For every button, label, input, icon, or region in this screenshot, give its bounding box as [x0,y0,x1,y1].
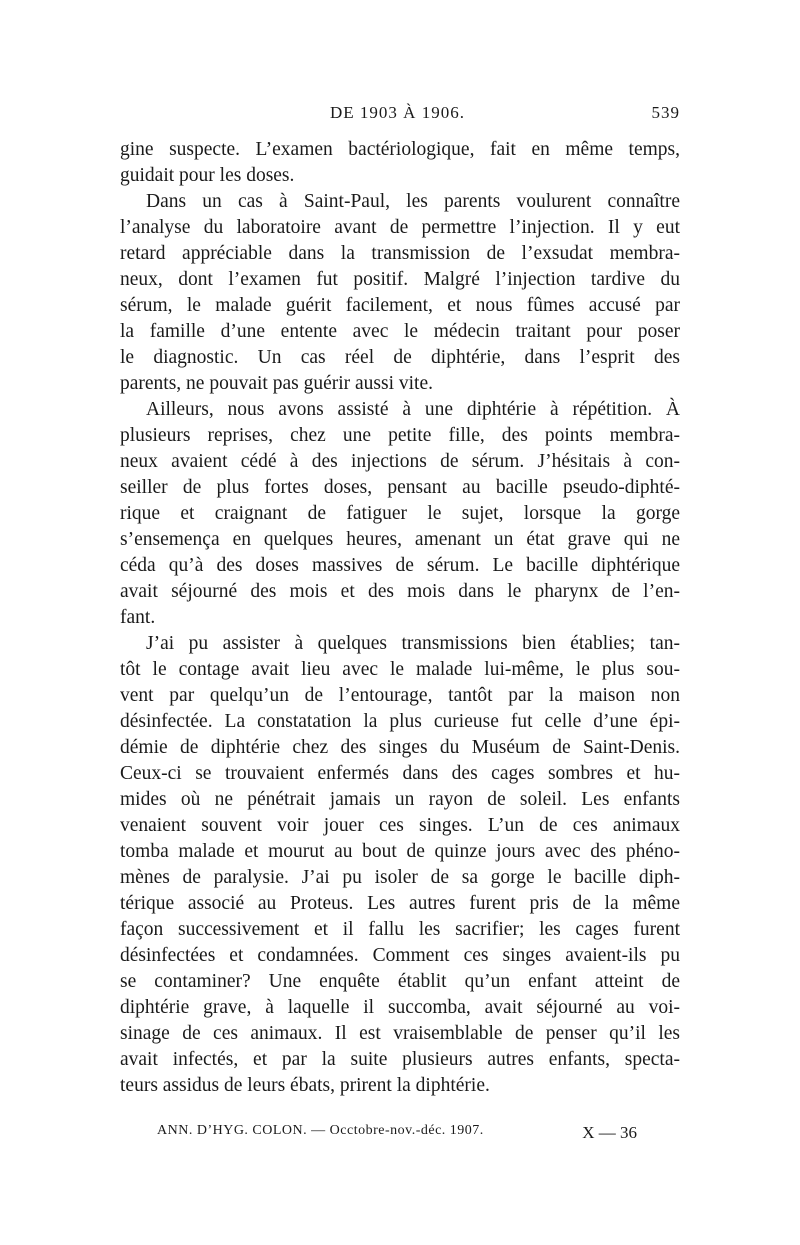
text-line: désinfectées et condamnées. Comment ces singes avaient-ils pu [120,945,680,966]
running-title: DE 1903 À 1906. [330,103,465,122]
text-line: s’ensemença en quelques heures, amenant un état grave qui ne [120,529,680,550]
text-line: seiller de plus fortes doses, pensant au bacille pseudo-diphté- [120,477,680,498]
text-line: sinage de ces animaux. Il est vraisemblable de penser qu’il les [120,1023,680,1044]
text-line: parents, ne pouvait pas guérir aussi vite. [120,373,433,394]
page-footer [157,1123,637,1147]
text-line: tomba malade et mourut au bout de quinze jours avec des phéno- [120,841,680,862]
signature-mark: X — 36 [582,1123,637,1142]
text-line: l’analyse du laboratoire avant de permettre l’injection. Il y eut [120,217,680,238]
text-line: gine suspecte. L’examen bactériologique, fait en même temps, [120,139,680,160]
body-text [120,137,680,1099]
text-line: Dans un cas à Saint-Paul, les parents voulurent connaître [146,191,680,212]
text-line: la famille d’une entente avec le médecin traitant pour poser [120,321,680,342]
text-line: démie de diphtérie chez des singes du Muséum de Saint-Denis. [120,737,680,758]
text-line: venaient souvent voir jouer ces singes. L’un de ces animaux [120,815,680,836]
text-line: vent par quelqu’un de l’entourage, tantôt par la maison non [120,685,680,706]
text-line: rique et craignant de fatiguer le sujet, lorsque la gorge [120,503,680,524]
text-line: neux avaient cédé à des injections de sérum. J’hésitais à con- [120,451,680,472]
text-line: mides où ne pénétrait jamais un rayon de soleil. Les enfants [120,789,680,810]
text-line: térique associé au Proteus. Les autres furent pris de la même [120,893,680,914]
text-line: teurs assidus de leurs ébats, prirent la diphtérie. [120,1075,490,1096]
text-line: mènes de paralysie. J’ai pu isoler de sa gorge le bacille diph- [120,867,680,888]
text-line: neux, dont l’examen fut positif. Malgré l’injection tardive du [120,269,680,290]
text-line: diphtérie grave, à laquelle il succomba, avait séjourné au voi- [120,997,680,1018]
text-line: Ceux-ci se trouvaient enfermés dans des cages sombres et hu- [120,763,680,784]
journal-reference: ANN. D’HYG. COLON. — Occtobre-nov.-déc. 1907. [157,1123,484,1138]
text-line: plusieurs reprises, chez une petite fille, des points membra- [120,425,680,446]
text-line: J’ai pu assister à quelques transmissions bien établies; tan- [146,633,680,654]
text-line: Ailleurs, nous avons assisté à une diphtérie à répétition. À [146,399,680,420]
text-line: fant. [120,607,156,628]
text-line: le diagnostic. Un cas réel de diphtérie, dans l’esprit des [120,347,680,368]
text-line: retard appréciable dans la transmission de l’exsudat membra- [120,243,680,264]
text-line: guidait pour les doses. [120,165,295,186]
text-line: désinfectée. La constatation la plus curieuse fut celle d’une épi- [120,711,680,732]
text-line: avait séjourné des mois et des mois dans le pharynx de l’en- [120,581,680,602]
text-line: façon successivement et il fallu les sacrifier; les cages furent [120,919,680,940]
text-line: céda qu’à des doses massives de sérum. Le bacille diphtérique [120,555,680,576]
text-line: avait infectés, et par la suite plusieurs autres enfants, specta- [120,1049,680,1070]
text-line: se contaminer? Une enquête établit qu’un enfant atteint de [120,971,680,992]
text-line: sérum, le malade guérit facilement, et nous fûmes accusé par [120,295,680,316]
running-header [120,103,680,129]
text-line: tôt le contage avait lieu avec le malade lui-même, le plus sou- [120,659,680,680]
page-number: 539 [651,103,680,122]
